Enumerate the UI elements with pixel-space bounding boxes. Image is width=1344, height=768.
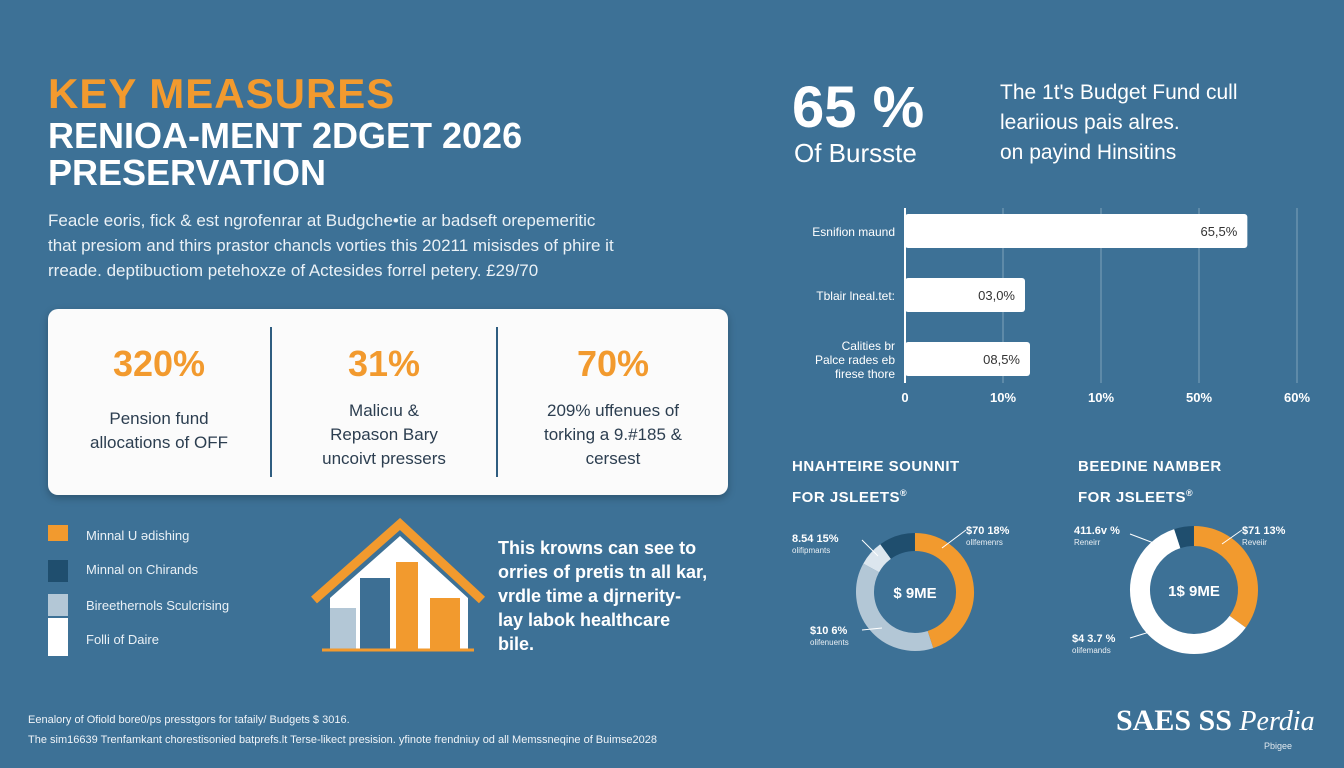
legend-label: Minnal on Chirands [86,562,199,577]
highlight-line: on payind Hinsitins [1000,141,1177,164]
highlight-line: leariious pais alres. [1000,111,1180,134]
slice-sublabel: Reneirr [1074,538,1101,547]
bar-value-label: 08,5% [983,352,1020,367]
tick-label: 60% [1283,390,1311,405]
slice-label: 8.54 15% [792,533,839,545]
intro-text [48,208,688,283]
donut-center-label: 1$ 9ME [1168,583,1220,600]
bar [905,214,1247,248]
bar-chart [780,208,1320,413]
legend-swatch [48,560,68,582]
tick-label: 0 [901,390,909,405]
stat-label [272,399,496,471]
category-label: Esnifion maund [812,225,895,239]
stat-percent: 320% [112,343,206,384]
logo-script: Perdia [1239,706,1315,737]
slice-label: $71 13% [1242,525,1286,537]
stat-label-line: torking a 9.#185 & [544,425,682,444]
stat-label-line: uncoivt pressers [322,449,446,468]
stat-percent: 31% [347,343,421,384]
category-label: firese thore [834,367,895,381]
paragraph-line: bile. [498,634,535,654]
intro-line: rreade. deptibuctiom petehoxze of Actesides forrel petery. £29/70 [48,261,539,280]
house-icon [308,518,488,656]
stat-label-line: Repason Bary [330,425,438,444]
stat-label-line: Malicıu & [349,401,419,420]
donut-slice [1177,536,1194,539]
legend-label: Minnal U ədishing [86,528,190,543]
brand-logo [1116,704,1315,738]
leader-line [862,540,878,556]
stat-label-line: 209% uffenues of [546,401,679,420]
intro-line: that presiom and thirs prastor chancls vorties this 20211 misisdes of phire it [48,236,614,255]
title-line-2: RENIOA-MENT 2DGET 2026 [48,115,523,156]
highlight-line: The 1t's Budget Fund cull [1000,81,1238,104]
legend-label: Folli of Daire [86,632,159,647]
donut-1-title: HNAHTEIRE SOUNNIT FOR JSLEETS® [792,458,960,506]
legend-swatch [48,618,68,656]
donut-chart-2 [1064,510,1334,660]
category-label: Calities br [841,339,895,353]
bar-value-label: 65,5% [1200,224,1238,239]
slice-label: $4 3.7 % [1072,633,1116,645]
footer-notes [28,710,657,750]
slice-sublabel: olifemands [1072,646,1111,655]
stat-label [48,407,270,455]
paragraph-line: vrdle time a djrnerity- [498,586,682,606]
title-line-3: PRESERVATION [48,152,327,193]
paragraph-line: This krowns can see to [498,538,697,558]
stat-percent: 70% [576,343,650,384]
slice-label: $70 18% [966,525,1010,537]
paragraph-line: orries of pretis tn all kar, [498,562,708,582]
donut-2-title: BEEDINE NAMBER FOR JSLEETS® [1078,458,1222,506]
tick-label: 50% [1185,390,1213,405]
footer-line: The sim16639 Trenfamkant chorestisonied batprefs.lt Terse-likect presision. yfinote frendniuy od all Memssneqine of Buimse2028 [28,734,657,746]
intro-line: Feacle eoris, fick & est ngrofenrar at Budgche•tie ar badseft orepemeritic [48,211,596,230]
slice-label: 411.6v % [1074,525,1120,537]
legend-label: Bireethernols Sculcrising [86,598,230,613]
slice-sublabel: ollfemenrs [966,538,1003,547]
donut-slice [871,552,885,568]
stat-2 [272,309,496,495]
donut-slice [865,568,930,642]
donut-chart-1 [770,510,1060,660]
logo-text: SAES SS [1116,704,1232,737]
stat-label-line: cersest [585,449,641,468]
category-label: Palce rades eb [814,353,895,367]
slice-label: $10 6% [810,625,848,637]
stat-3 [498,309,728,495]
stats-card [48,309,728,495]
slice-sublabel: olifenuents [810,638,849,647]
donut-center-label: $ 9ME [893,585,937,602]
donut-slice [1194,536,1248,622]
stat-1 [48,309,270,495]
legend-swatch [48,525,68,541]
highlight-subtitle: Of Bursste [794,138,917,168]
stat-label-line: allocations of OFF [90,433,228,452]
leader-line [942,530,966,548]
stat-label [498,399,728,471]
category-label: Tblair lneal.tet: [816,289,895,303]
body-paragraph [498,536,748,656]
tick-label: 10% [1087,390,1115,405]
footer-line: Eenalory of Ofiold bore0/ps presstgors for tafaily/ Budgets $ 3016. [28,714,350,726]
tick-label: 10% [989,390,1017,405]
slice-sublabel: olifipmants [792,546,831,555]
highlight-text [1000,78,1237,168]
legend-swatch [48,594,68,616]
title-line-1: KEY MEASURES [48,70,396,117]
logo-subtext: Pbigee [1264,741,1293,751]
slice-sublabel: Reveiir [1242,538,1267,547]
bar-value-label: 03,0% [978,288,1015,303]
paragraph-line: lay labok healthcare [498,610,671,630]
highlight-percent: 65 % [792,75,925,140]
stat-label-line: Pension fund [109,409,209,428]
donut-slice [886,542,915,552]
